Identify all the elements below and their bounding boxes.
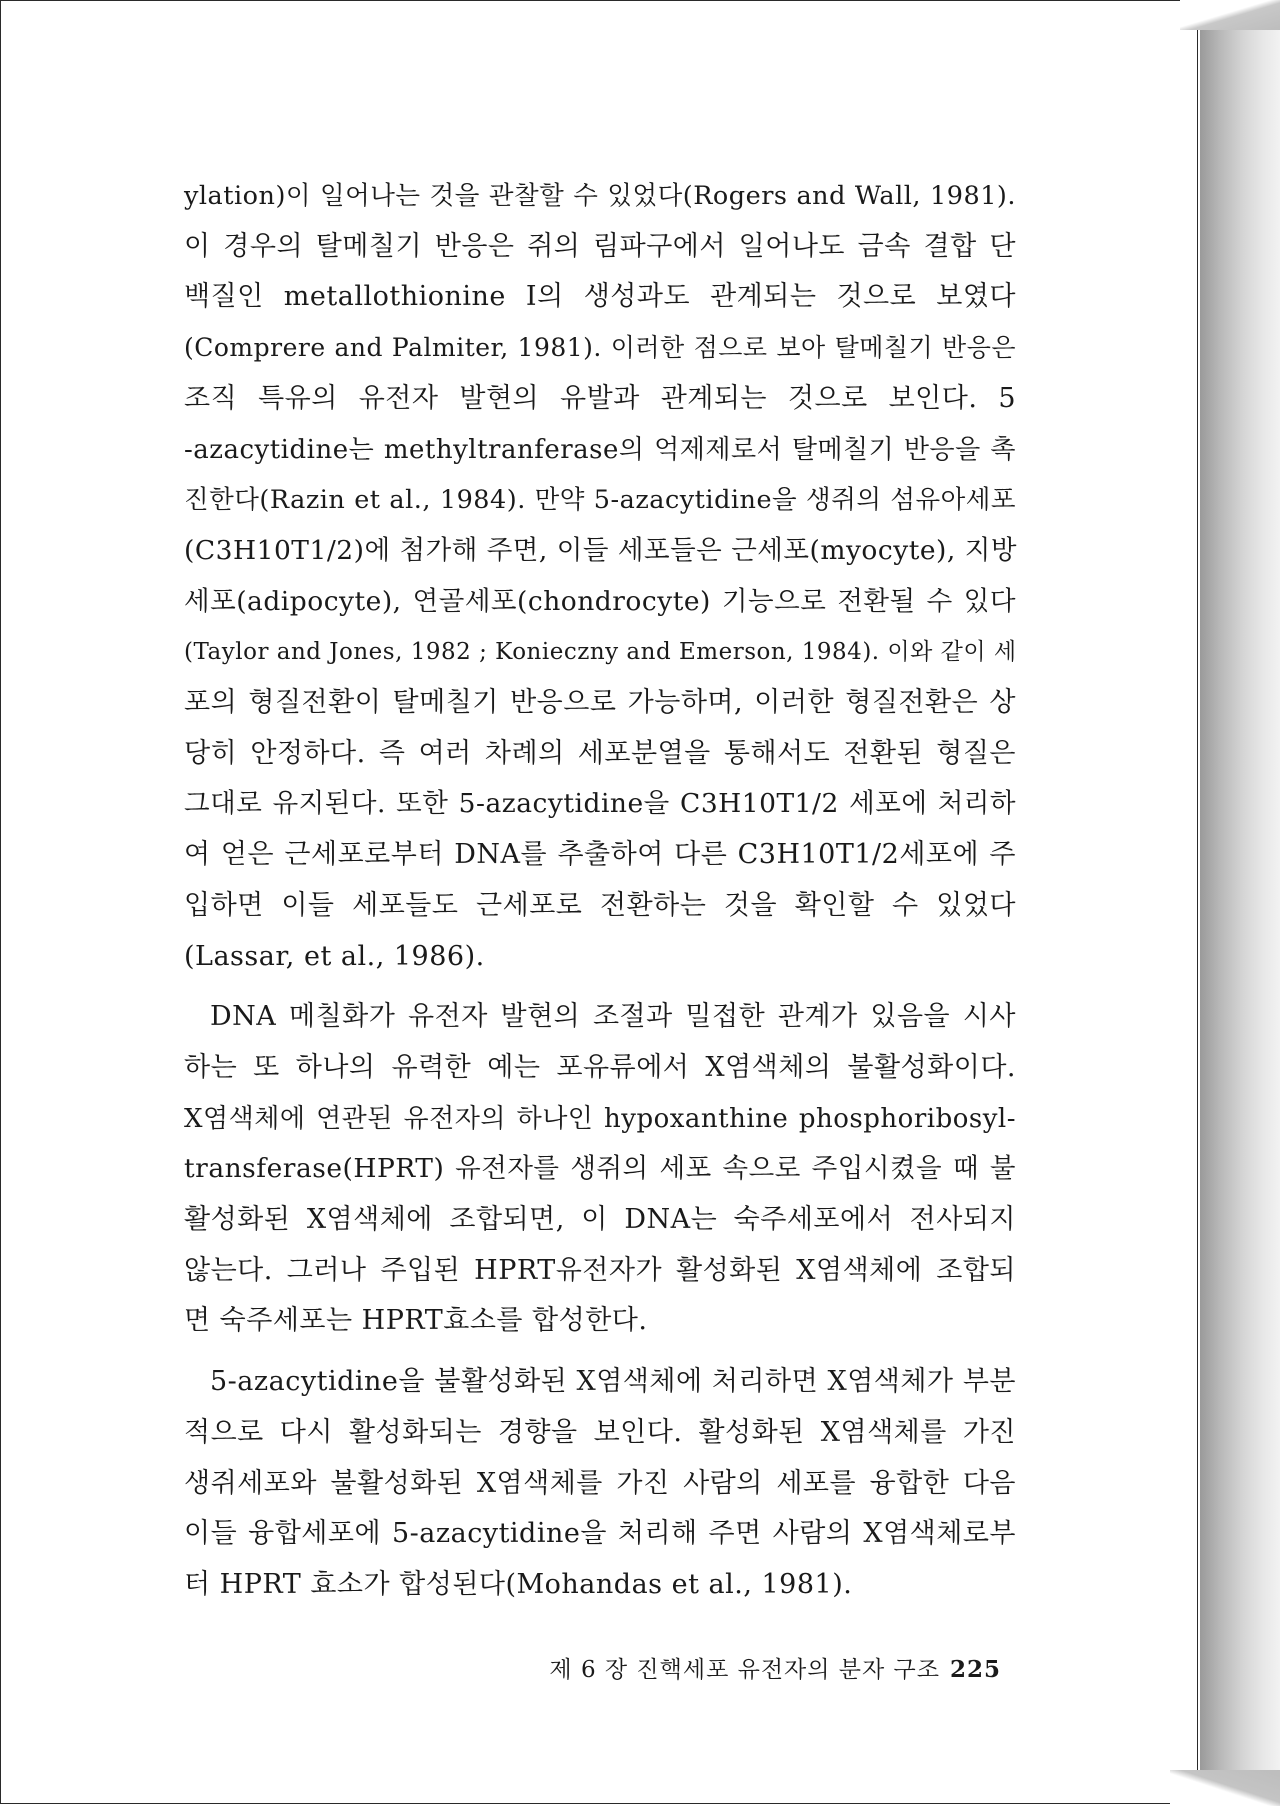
text-line: 않는다. 그러나 주입된 HPRT유전자가 활성화된 X염색체에 조합되 (184, 1254, 1016, 1286)
text-line: 생쥐세포와 불활성화된 X염색체를 가진 사람의 세포를 융합한 다음 (184, 1467, 1016, 1499)
text-line: 입하면 이들 세포들도 근세포로 전환하는 것을 확인할 수 있었다 (184, 889, 1016, 921)
text-line: 적으로 다시 활성화되는 경향을 보인다. 활성화된 X염색체를 가진 (184, 1416, 1016, 1448)
page-corner-bottom (1170, 1770, 1280, 1806)
text-line: -azacytidine는 methyltranferase의 억제제로서 탈메칠기 반응을 촉 (184, 434, 1016, 465)
text-line: 진한다(Razin et al., 1984). 만약 5-azacytidine을 생쥐의 섬유아세포 (184, 485, 1016, 516)
text-line: 조직 특유의 유전자 발현의 유발과 관계되는 것으로 보인다. 5 (184, 382, 1016, 414)
text-line: 이 경우의 탈메칠기 반응은 쥐의 림파구에서 일어나도 금속 결합 단 (184, 230, 1016, 262)
text-line: 세포(adipocyte), 연골세포(chondrocyte) 기능으로 전환될 수 있다 (184, 585, 1016, 617)
text-line: DNA 메칠화가 유전자 발현의 조절과 밀접한 관계가 있음을 시사 (210, 1001, 1016, 1033)
text-line: (Taylor and Jones, 1982 ; Konieczny and Emerson, 1984). 이와 같이 세 (184, 639, 1017, 666)
text-line: 이들 융합세포에 5-azacytidine을 처리해 주면 사람의 X염색체로부 (184, 1518, 1016, 1550)
text-line: (C3H10T1/2)에 첨가해 주면, 이들 세포들은 근세포(myocyte), 지방 (184, 534, 1017, 566)
text-line: X염색체에 연관된 유전자의 하나인 hypoxanthine phosphoribosyl- (184, 1103, 1016, 1134)
text-line: 5-azacytidine을 불활성화된 X염색체에 처리하면 X염색체가 부분 (210, 1366, 1016, 1398)
text-line: 그대로 유지된다. 또한 5-azacytidine을 C3H10T1/2 세포에 처리하 (184, 788, 1016, 820)
text-line: (Lassar, et al., 1986). (184, 940, 485, 972)
text-line: 하는 또 하나의 유력한 예는 포유류에서 X염색체의 불활성화이다. (184, 1051, 1016, 1083)
text-line: transferase(HPRT) 유전자를 생쥐의 세포 속으로 주입시켰을 때 불 (184, 1153, 1016, 1185)
text-line: 여 얻은 근세포로부터 DNA를 추출하여 다른 C3H10T1/2세포에 주 (184, 839, 1016, 871)
text-line: (Comprere and Palmiter, 1981). 이러한 점으로 보아 탈메칠기 반응은 (184, 333, 1016, 363)
page-number: 225 (949, 1656, 1001, 1683)
text-line: 터 HPRT 효소가 합성된다(Mohandas et al., 1981). (184, 1568, 853, 1600)
text-line: 백질인 metallothionine I의 생성과도 관계되는 것으로 보였다 (184, 281, 1016, 313)
paragraph-1 (184, 171, 1016, 982)
paragraph-3 (184, 1357, 1016, 1611)
paragraph-2 (184, 992, 1016, 1347)
page-stack-edge (1200, 8, 1280, 1806)
text-line: 포의 형질전환이 탈메칠기 반응으로 가능하며, 이러한 형질전환은 상 (184, 687, 1016, 719)
body-text (184, 171, 1016, 1621)
page-footer (531, 1651, 1001, 1684)
page-corner-top (1180, 0, 1280, 30)
chapter-title: 제 6 장 진핵세포 유전자의 분자 구조 (549, 1657, 940, 1683)
text-line: 면 숙주세포는 HPRT효소를 합성한다. (184, 1305, 648, 1337)
text-line: 당히 안정하다. 즉 여러 차례의 세포분열을 통해서도 전환된 형질은 (184, 737, 1016, 769)
text-line: ylation)이 일어나는 것을 관찰할 수 있었다(Rogers and Wall, 1981). (184, 181, 1016, 211)
text-line: 활성화된 X염색체에 조합되면, 이 DNA는 숙주세포에서 전사되지 (184, 1204, 1016, 1236)
